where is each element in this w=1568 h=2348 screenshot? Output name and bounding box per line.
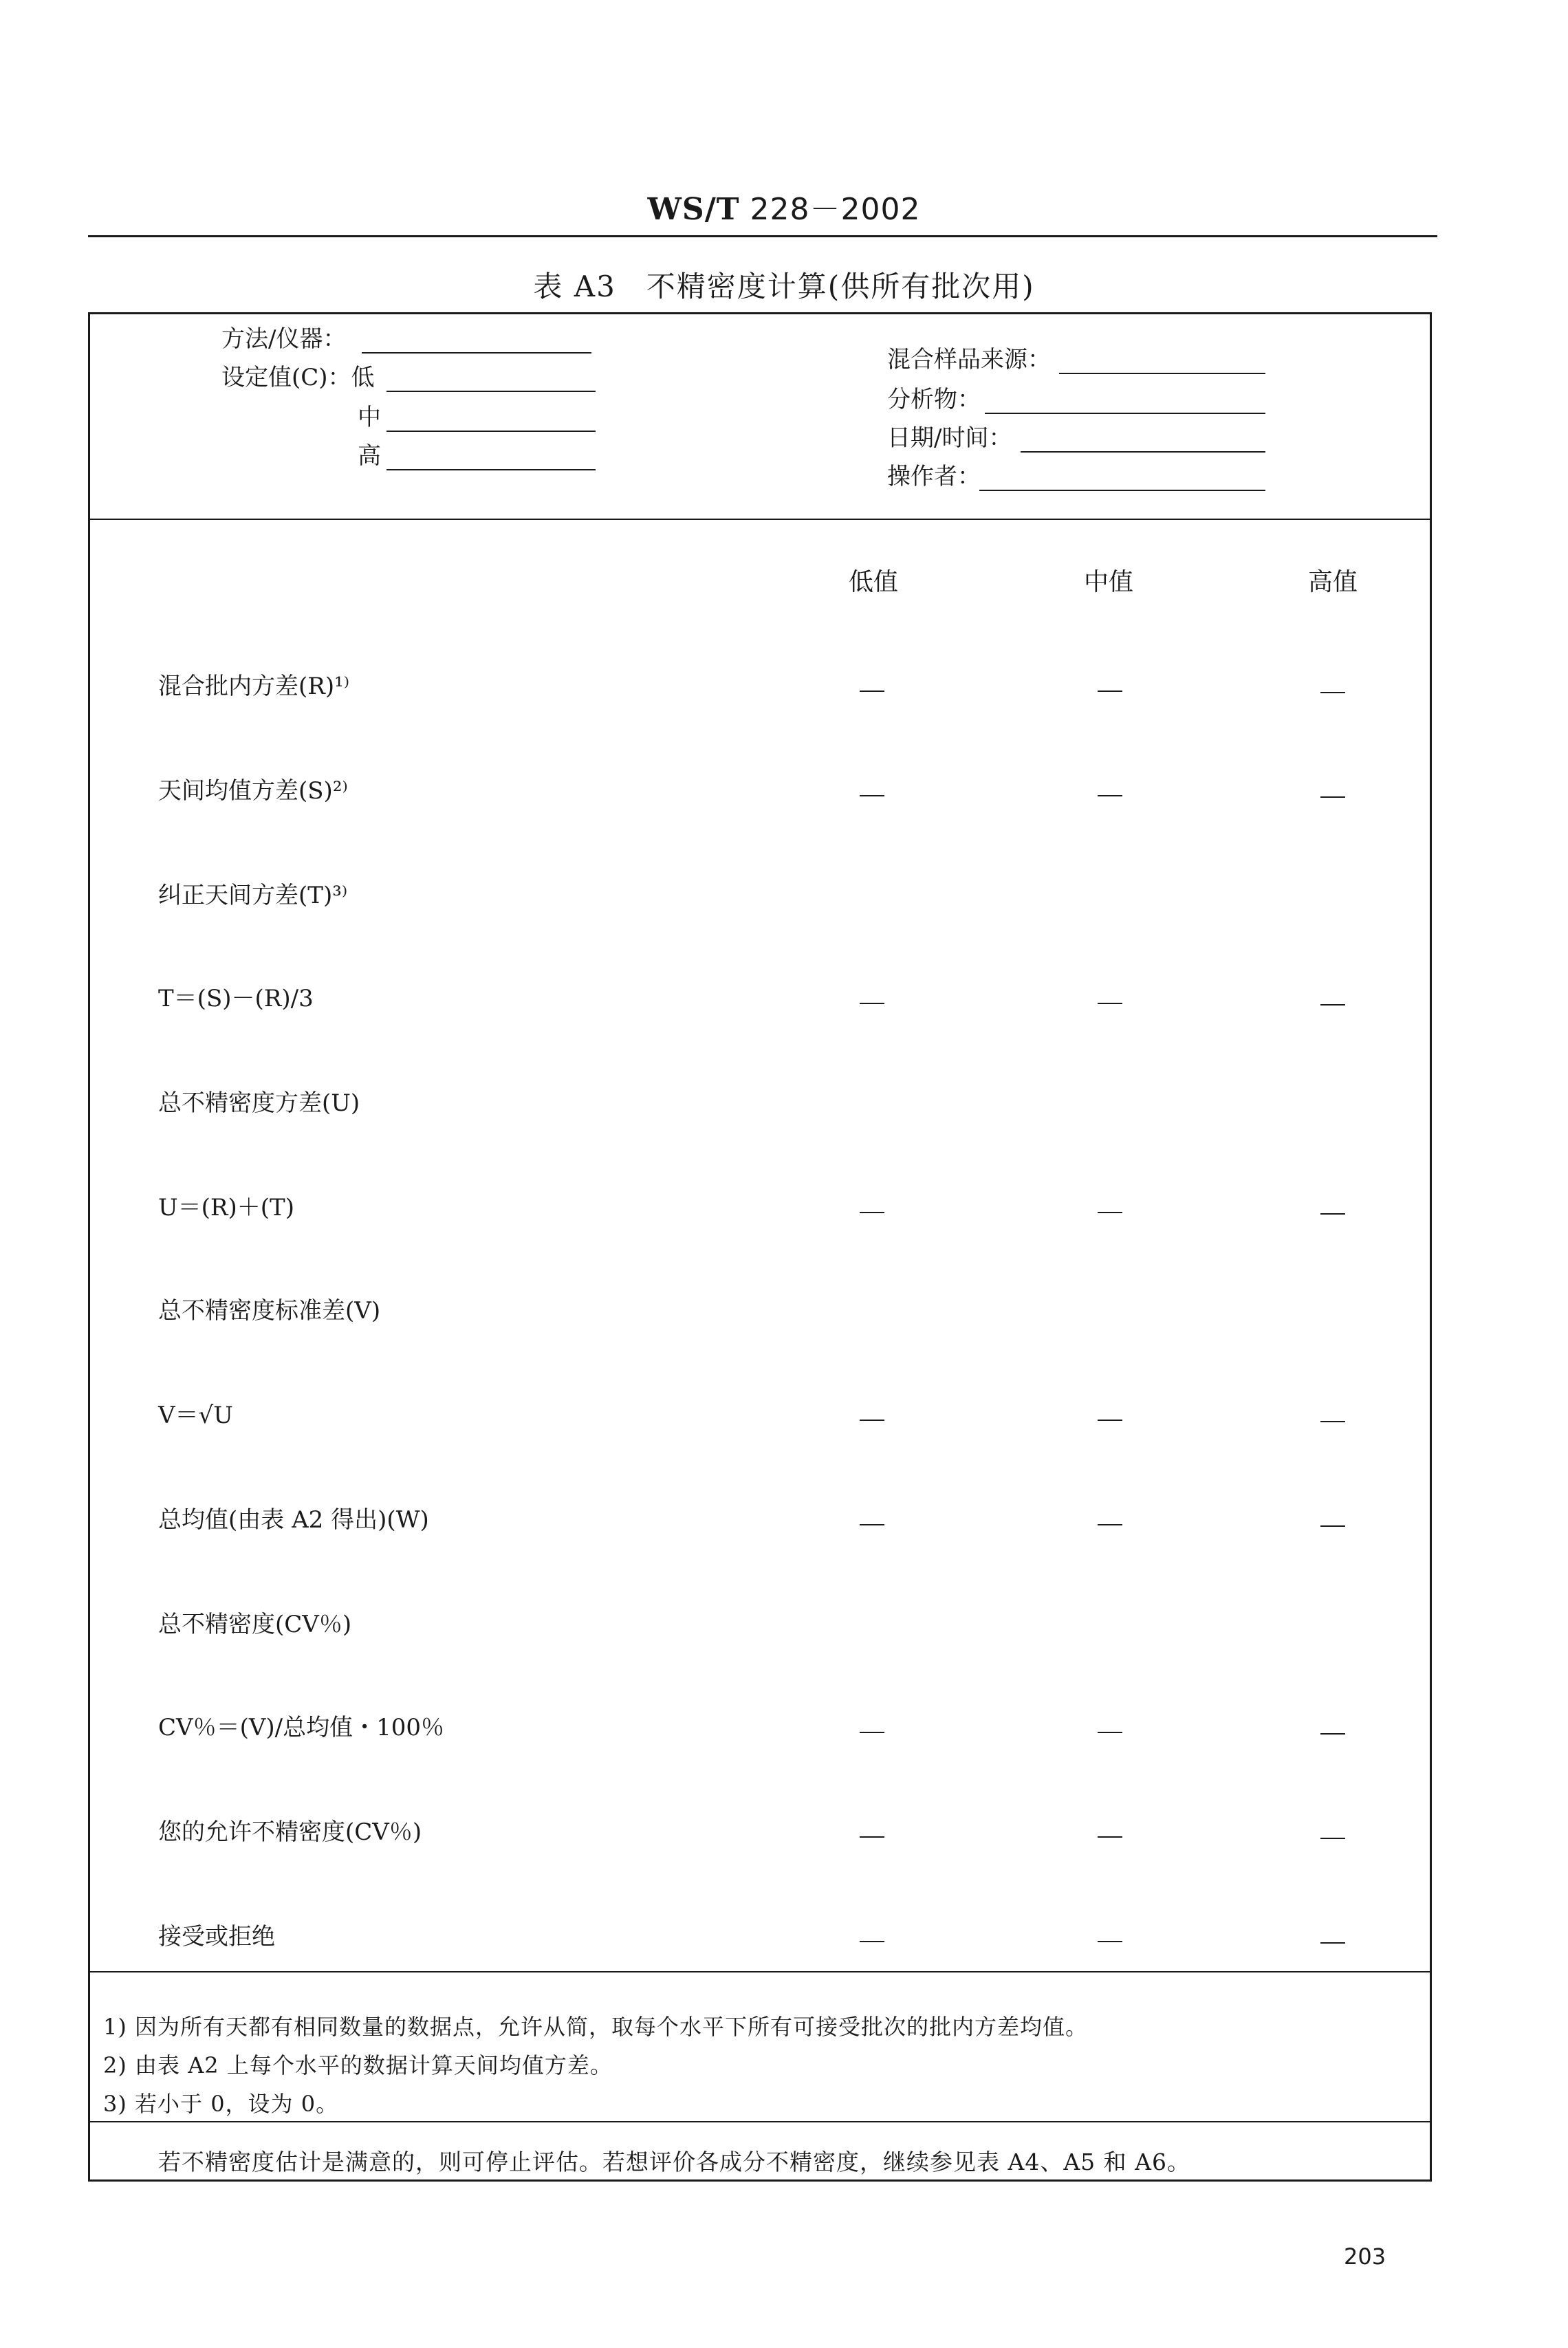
closing-note: 若不精密度估计是满意的，则可停止评估。若想评价各成分不精密度，继续参见表 A4、A5 和 A6。 [158,2149,1190,2175]
target-high-field[interactable] [386,469,596,470]
entry-blank-allowable-high[interactable] [1320,1838,1345,1839]
entry-blank-r-low[interactable] [860,691,884,692]
entry-blank-w-low[interactable] [860,1524,884,1525]
form-section-divider [88,519,1432,520]
entry-blank-t-low[interactable] [860,1003,884,1004]
target-mid-field[interactable] [386,431,596,432]
date-time-label: 日期/时间： [887,424,1012,452]
entry-blank-w-high[interactable] [1320,1525,1345,1527]
entry-blank-u-high[interactable] [1320,1213,1345,1215]
row-label-total-cv: 总不精密度(CV％) [158,1611,352,1638]
footnote-1: 1) 因为所有天都有相同数量的数据点，允许从简，取每个水平下所有可接受批次的批内方差均值。 [103,2014,1089,2040]
entry-blank-allowable-mid[interactable] [1098,1836,1122,1838]
column-high: 高值 [1307,568,1358,596]
entry-blank-t-high[interactable] [1320,1004,1345,1005]
entry-blank-allowable-low[interactable] [860,1836,884,1838]
row-label-between-day-variance: 天间均值方差(S)²⁾ [158,777,348,805]
entry-blank-w-mid[interactable] [1098,1524,1122,1525]
row-label-v-formula: V＝√U [158,1402,233,1429]
entry-blank-u-mid[interactable] [1098,1212,1122,1213]
entry-blank-accept-high[interactable] [1320,1942,1345,1944]
entry-blank-s-low[interactable] [860,795,884,796]
target-high-label: 高 [358,442,381,470]
entry-blank-s-mid[interactable] [1098,795,1122,796]
target-low-field[interactable] [386,391,596,392]
standard-number [0,184,1568,228]
header-rule [88,235,1437,237]
entry-blank-cv-mid[interactable] [1098,1732,1122,1733]
entry-blank-accept-mid[interactable] [1098,1941,1122,1942]
analyte-field[interactable] [985,413,1265,414]
operator-field[interactable] [979,490,1265,491]
table-title: 表 A3 不精密度计算(供所有批次用) [533,270,1035,303]
method-field[interactable] [362,352,591,354]
entry-blank-v-low[interactable] [860,1420,884,1421]
entry-blank-accept-low[interactable] [860,1941,884,1942]
closing-section-divider [88,2121,1432,2122]
row-label-total-sd: 总不精密度标准差(V) [158,1297,381,1325]
footnote-2: 2) 由表 A2 上每个水平的数据计算天间均值方差。 [103,2052,613,2078]
standard-prefix: WS/T [647,192,740,227]
row-label-accept-reject: 接受或拒绝 [158,1923,275,1950]
entry-blank-t-mid[interactable] [1098,1003,1122,1004]
target-mid-label: 中 [358,404,381,431]
row-label-allowable-cv: 您的允许不精密度(CV％) [158,1818,422,1846]
target-low-label: 设定值(C)：低 [221,364,375,391]
column-mid: 中值 [1083,568,1133,596]
row-label-total-variance: 总不精密度方差(U) [158,1089,360,1117]
analyte-label: 分析物： [887,386,981,413]
pool-source-label: 混合样品来源： [887,346,1051,373]
entry-blank-r-high[interactable] [1320,692,1345,693]
entry-blank-v-high[interactable] [1320,1421,1345,1422]
row-label-within-run-variance: 混合批内方差(R)¹⁾ [158,673,350,700]
entry-blank-cv-low[interactable] [860,1732,884,1733]
row-label-u-formula: U＝(R)＋(T) [158,1194,294,1221]
method-label: 方法/仪器： [221,325,347,353]
table-frame [88,312,1432,2182]
row-label-corrected-variance: 纠正天间方差(T)³⁾ [158,882,348,909]
entry-blank-r-mid[interactable] [1098,691,1122,692]
pool-source-field[interactable] [1059,373,1265,374]
column-low: 低值 [848,568,898,596]
entry-blank-cv-high[interactable] [1320,1733,1345,1735]
row-label-t-formula: T＝(S)－(R)/3 [158,985,314,1012]
date-time-field[interactable] [1021,451,1265,453]
entry-blank-s-high[interactable] [1320,796,1345,798]
footnote-section-divider [88,1971,1432,1972]
operator-label: 操作者： [887,463,981,490]
entry-blank-u-low[interactable] [860,1212,884,1213]
entry-blank-v-mid[interactable] [1098,1420,1122,1421]
standard-code: 228－2002 [750,192,921,227]
page-number: 203 [1344,2243,1386,2270]
row-label-cv-formula: CV％＝(V)/总均值・100％ [158,1714,445,1741]
footnote-3: 3) 若小于 0，设为 0。 [103,2091,339,2117]
row-label-grand-mean: 总均值(由表 A2 得出)(W) [158,1506,429,1534]
